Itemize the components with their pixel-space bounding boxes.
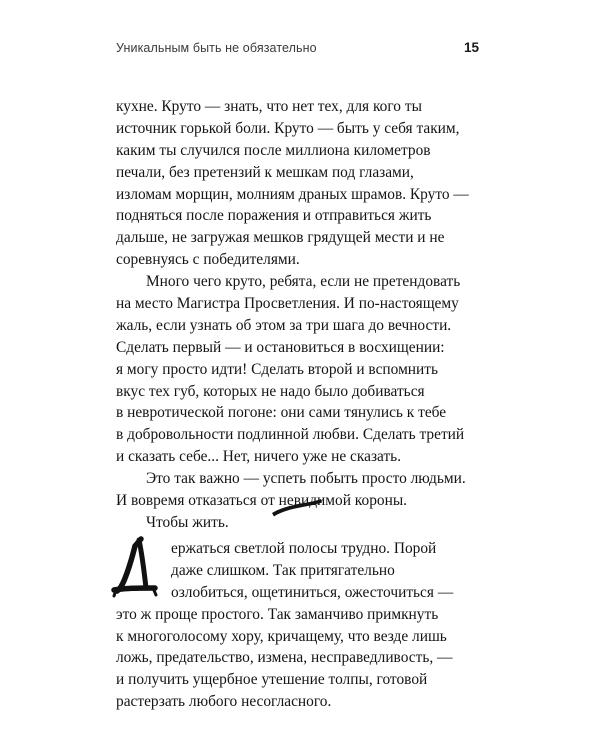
- text-line: и сказать себе... Нет, ничего уже не сказать.: [116, 448, 402, 466]
- text-line: дальше, не загружая мешков грядущей мести и не: [116, 229, 445, 247]
- section-1-text: [116, 96, 486, 534]
- text-line: Чтобы жить.: [146, 513, 229, 531]
- text-line: даже слишком. Так притягательно: [171, 561, 395, 579]
- text-line: ержаться светлой полосы трудно. Порой: [171, 540, 437, 557]
- text-line: печали, без претензий к мешкам под глазами,: [116, 163, 414, 181]
- page-number: 15: [463, 40, 479, 55]
- text-line: к многоголосому хору, кричащему, что везде лишь: [116, 627, 447, 645]
- running-header: [116, 41, 479, 61]
- text-line: источник горькой боли. Круто — быть у себя таким,: [116, 119, 460, 137]
- text-line: в добровольности подлинной любви. Сделать третий: [116, 426, 465, 444]
- text-line: подняться после поражения и отправиться жить: [116, 207, 432, 225]
- brush-dash-icon: [268, 494, 324, 520]
- text-line: И вовремя отказаться от невидимой короны.: [116, 492, 408, 510]
- section-2-text: [116, 538, 486, 713]
- text-line: соревнуясь с победителями.: [116, 251, 300, 269]
- text-line: в невротической погоне: они сами тянулись к тебе: [116, 404, 447, 422]
- text-line: жаль, если узнать об этом за три шага до вечности.: [116, 316, 452, 334]
- text-line: это ж проще простого. Так заманчиво примкнуть: [116, 605, 439, 623]
- text-line: и получить ущербное утешение толпы, готовой: [116, 671, 428, 689]
- text-line: Это так важно — успеть побыть просто людьми.: [146, 470, 466, 488]
- text-line: ложь, предательство, измена, несправедливость, —: [116, 649, 453, 667]
- text-line: вкус тех губ, которых не надо было добиваться: [116, 382, 425, 400]
- text-line: Сделать первый — и остановиться в восхищении:: [116, 338, 445, 356]
- text-line: кухне. Круто — знать, что нет тех, для кого ты: [116, 98, 422, 115]
- text-line: на место Магистра Просветления. И по-настоящему: [116, 295, 459, 313]
- text-line: я могу просто идти! Сделать второй и вспомнить: [116, 360, 439, 378]
- text-line: Много чего круто, ребята, если не претендовать: [146, 273, 461, 291]
- text-line: озлобиться, ощетиниться, ожесточиться —: [171, 583, 454, 601]
- text-line: растерзать любого несогласного.: [116, 693, 332, 711]
- text-line: изломам морщин, молниям драных шрамов. Круто —: [116, 185, 469, 203]
- text-line: каким ты случился после миллиона километров: [116, 141, 431, 159]
- running-title: Уникальным быть не обязательно: [116, 41, 317, 55]
